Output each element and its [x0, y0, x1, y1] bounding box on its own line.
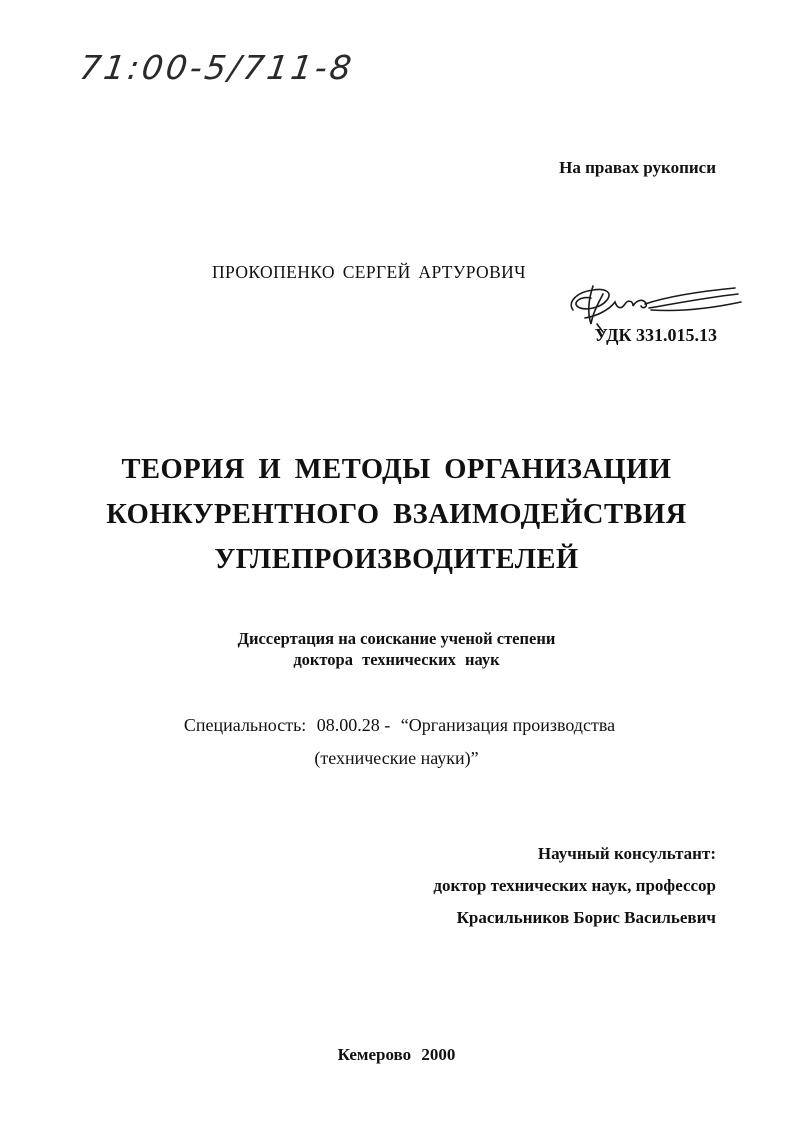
specialty-label: Специальность:: [183, 715, 307, 735]
specialty-line-2: (технические науки)”: [314, 748, 479, 768]
specialty-code: 08.00.28 -: [316, 715, 391, 735]
dissertation-title: [0, 447, 793, 582]
archive-number-handwritten: 71:00-5/711-8: [77, 48, 357, 87]
udk-code: УДК 331.015.13: [594, 325, 717, 345]
specialty-name: “Организация производства: [400, 715, 616, 735]
degree-line: доктора технических наук: [293, 650, 500, 669]
author-name: ПРОКОПЕНКО СЕРГЕЙ АРТУРОВИЧ: [212, 262, 526, 282]
consultant-degree: доктор технических наук, профессор: [433, 876, 716, 895]
degree-line: Диссертация на соискание ученой степени: [237, 629, 556, 648]
degree-statement: [0, 628, 793, 670]
consultant-name: Красильников Борис Васильевич: [456, 908, 716, 927]
rights-notice: На правах рукописи: [559, 158, 716, 177]
specialty-block: [0, 709, 793, 775]
title-line: КОНКУРЕНТНОГО ВЗАИМОДЕЙСТВИЯ: [106, 499, 687, 530]
specialty-line: [0, 709, 793, 742]
place-and-year: Кемерово 2000: [337, 1045, 456, 1064]
title-line: ТЕОРИЯ И МЕТОДЫ ОРГАНИЗАЦИИ: [121, 454, 672, 485]
consultant-heading: Научный консультант:: [537, 844, 716, 863]
scientific-consultant: [433, 838, 716, 934]
title-line: УГЛЕПРОИЗВОДИТЕЛЕЙ: [214, 544, 579, 575]
